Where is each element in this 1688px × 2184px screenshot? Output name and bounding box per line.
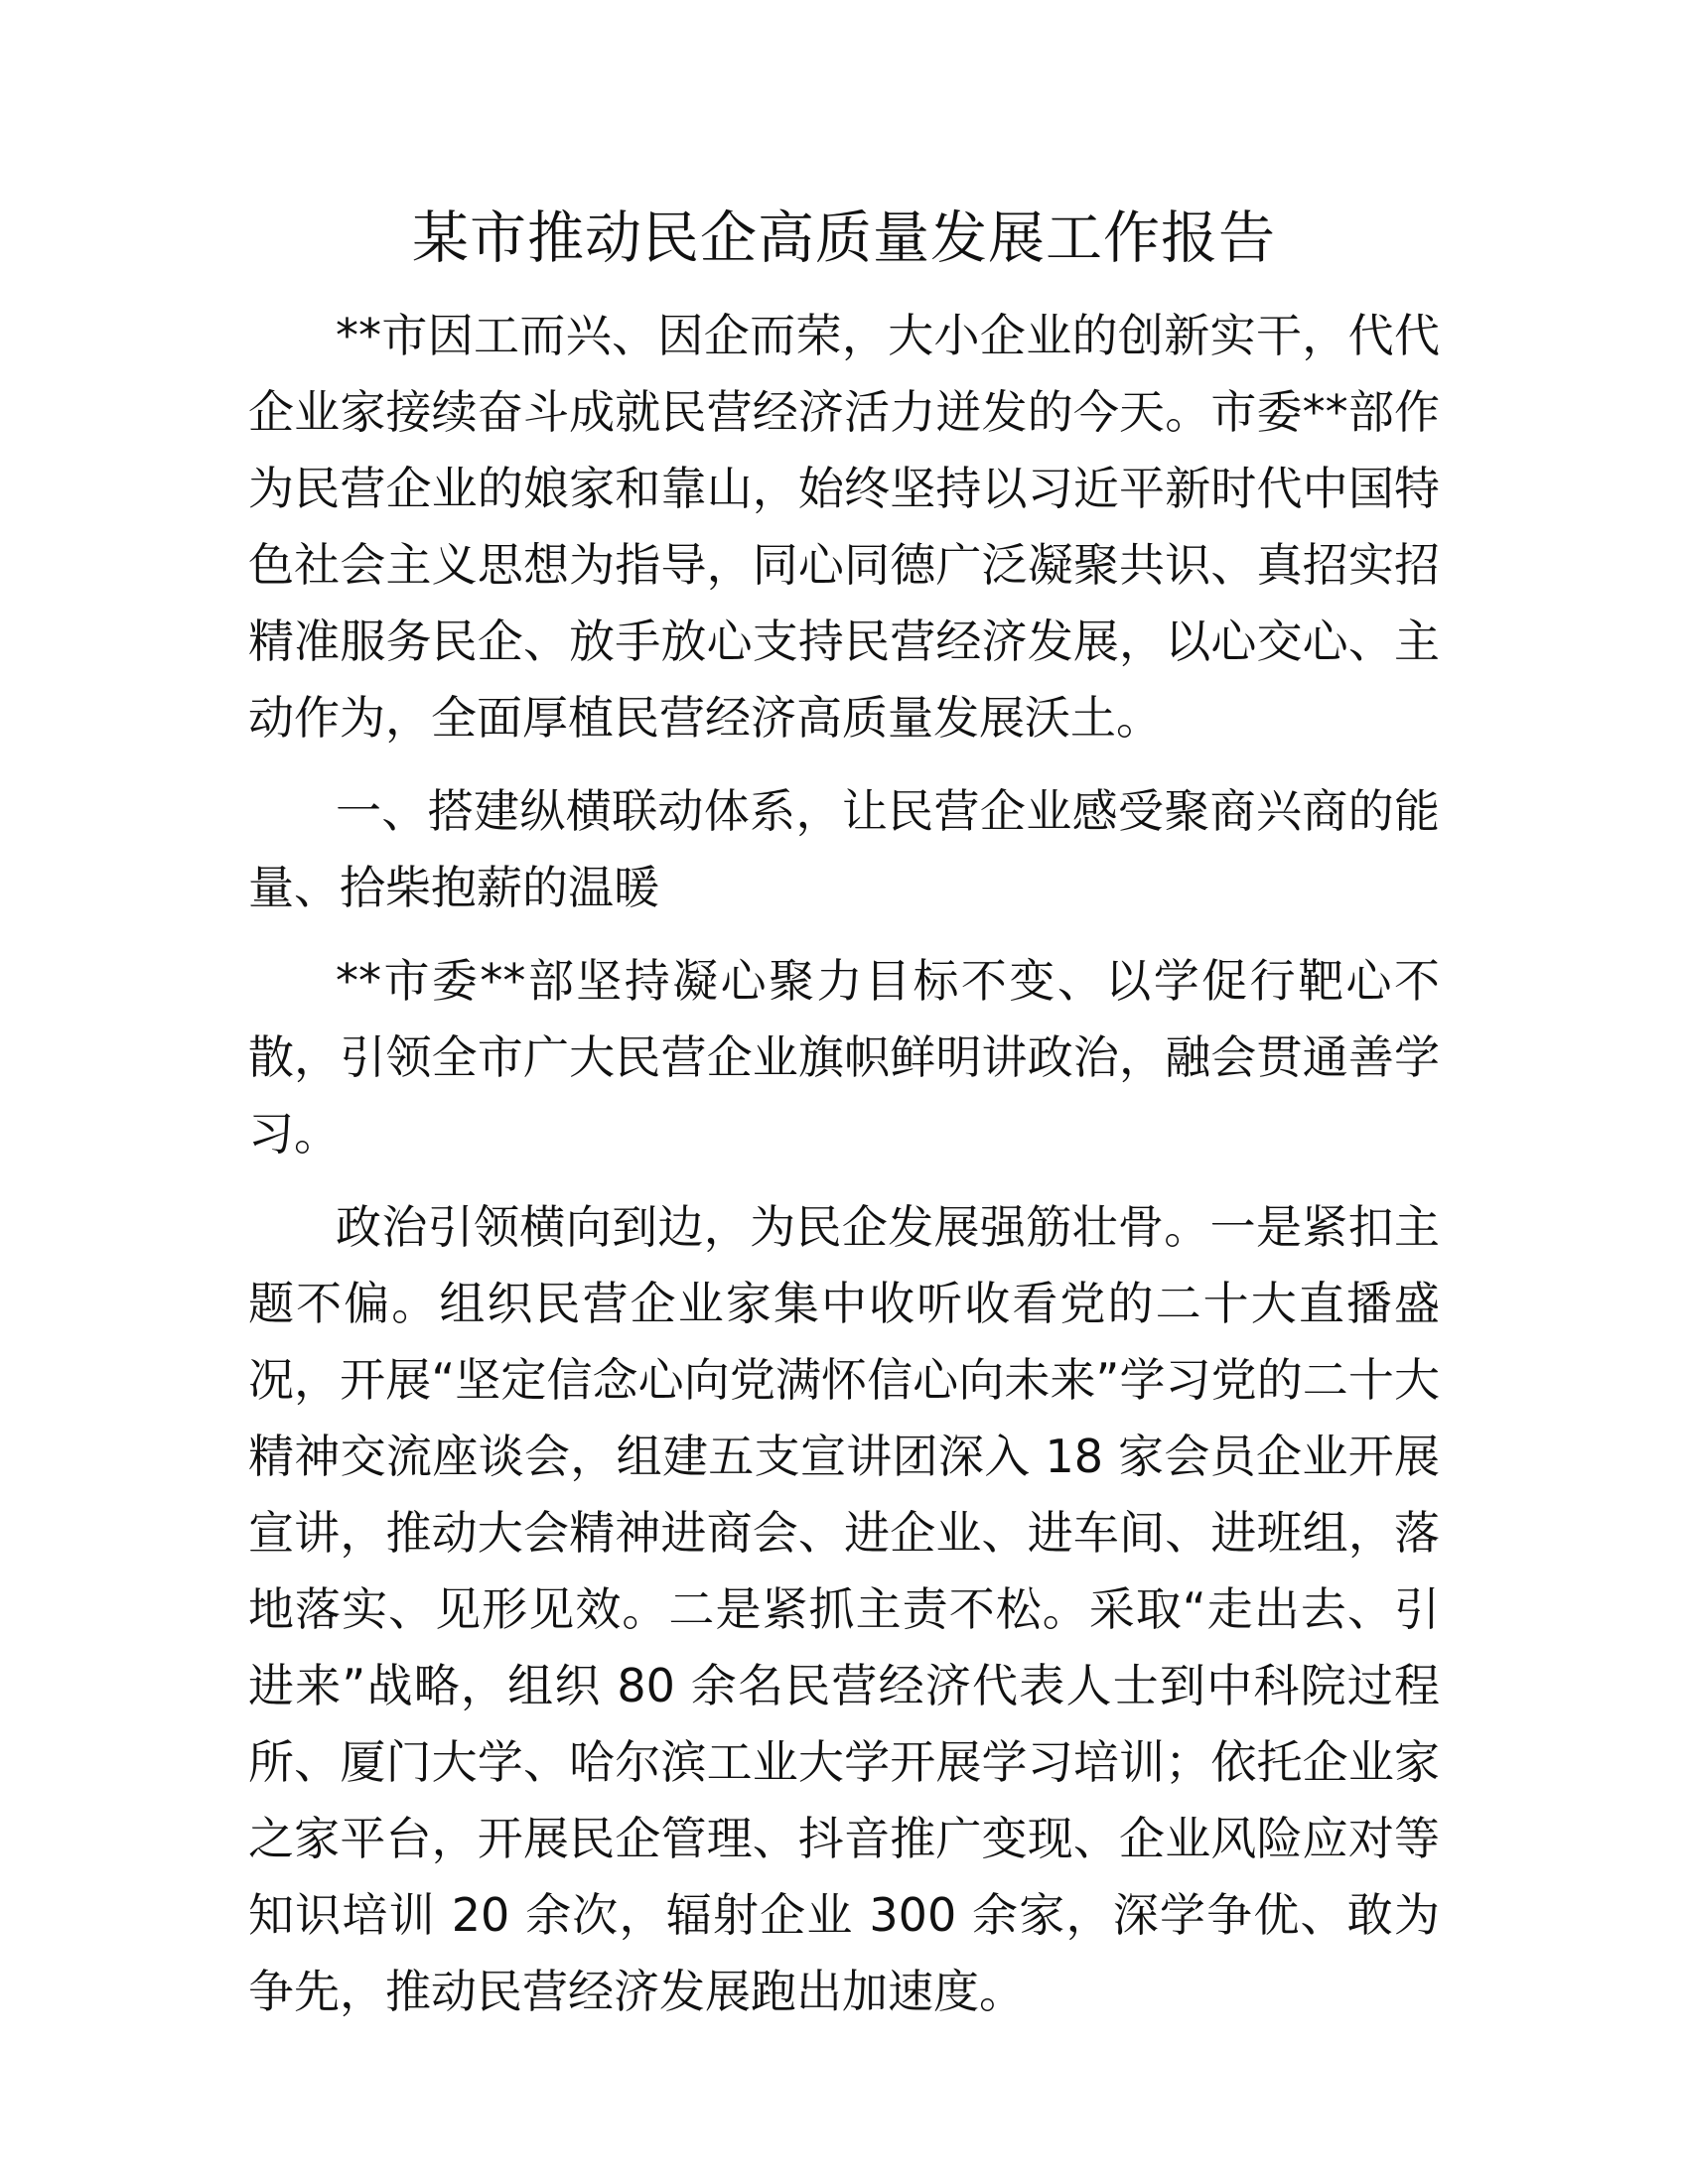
document-title: 某市推动民企高质量发展工作报告 <box>412 205 1276 271</box>
document-body <box>248 298 1440 2047</box>
section-heading-1: 一、搭建纵横联动体系，让民营企业感受聚商兴商的能量、拾柴抱薪的温暖 <box>248 784 1440 914</box>
paragraph-political-guidance: 政治引领横向到边，为民企发展强筋壮骨。一是紧扣主题不偏。组织民营企业家集中收听收看党的二十大直播盛况，开展“坚定信念心向党满怀信心向未来”学习党的二十大精神交流座谈会，组建五支宣讲团深入 18 家会员企业开展宣讲，推动大会精神进商会、进企业、进车间、进班组，落地落实、见形见效。二是紧抓主责不松。采取“走出去、引进来”战略，组织 80 余名民营经济代表人士到中科院过程所、厦门大学、哈尔滨工业大学开展学习培训；依托企业家之家平台，开展民企管理、抖音推广变现、企业风险应对等知识培训 20 余次，辐射企业 300 余家，深学争优、敢为争先，推动民营经济发展跑出加速度。 <box>248 1200 1440 2018</box>
paragraph-section-1-summary: **市委**部坚持凝心聚力目标不变、以学促行靶心不散，引领全市广大民营企业旗帜鲜明讲政治，融会贯通善学习。 <box>248 954 1440 1160</box>
paragraph-intro: **市因工而兴、因企而荣，大小企业的创新实干，代代企业家接续奋斗成就民营经济活力迸发的今天。市委**部作为民营企业的娘家和靠山，始终坚持以习近平新时代中国特色社会主义思想为指导，同心同德广泛凝聚共识、真招实招精准服务民企、放手放心支持民营经济发展，以心交心、主动作为，全面厚植民营经济高质量发展沃土。 <box>248 309 1440 745</box>
